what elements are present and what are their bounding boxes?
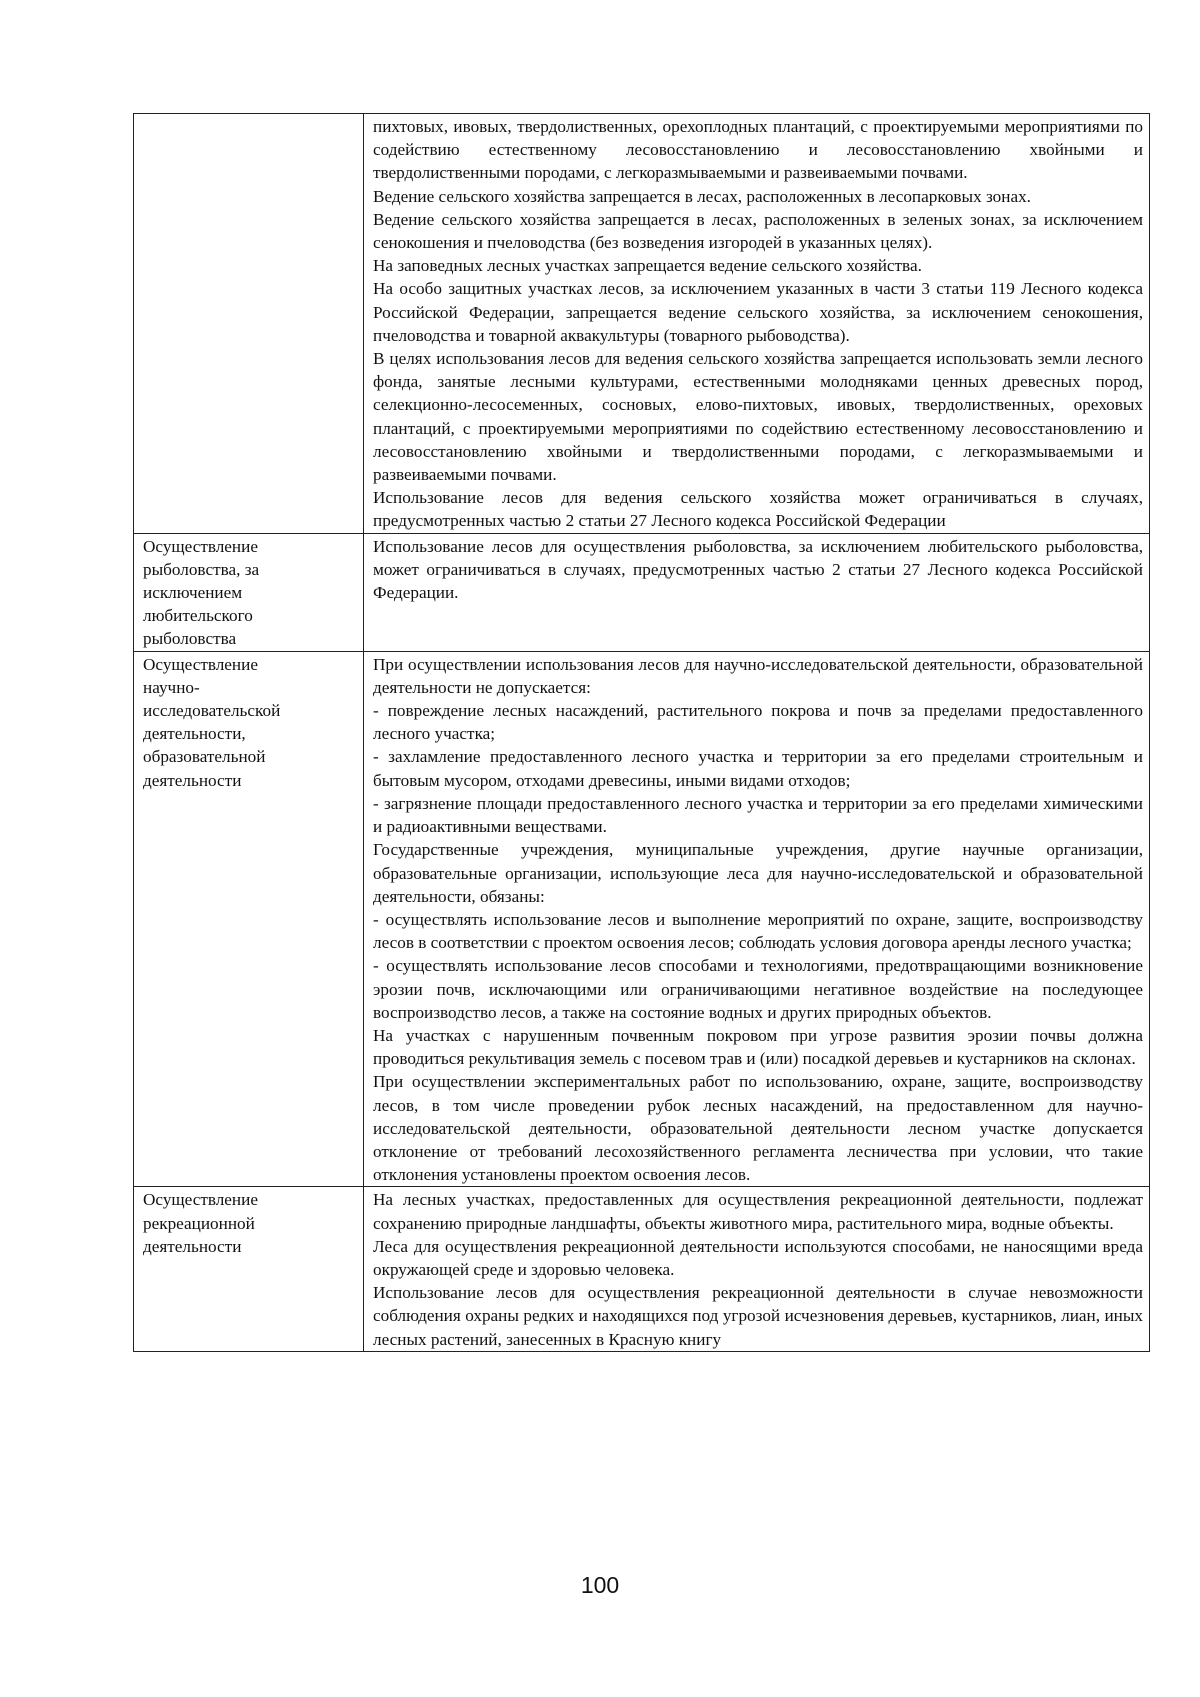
activity-type-line: деятельности xyxy=(143,1236,242,1256)
activity-type-line: исследовательской xyxy=(143,701,281,721)
paragraph: На лесных участках, предоставленных для осуществления рекреационной деятельности, подлежат сохранению природные ландшафты, объекты животного мира, растительного мира, водные объекты. xyxy=(373,1190,1143,1233)
activity-type-cell xyxy=(134,651,364,1187)
table-row xyxy=(134,533,1150,651)
activity-type-line: деятельности, xyxy=(143,724,246,744)
activity-type-line: научно- xyxy=(143,677,200,697)
paragraph: При осуществлении использования лесов для научно-исследовательской деятельности, образовательной деятельности не допускается: xyxy=(373,654,1143,697)
forest-regulation-table xyxy=(133,113,1150,1352)
activity-type-cell xyxy=(134,114,364,534)
paragraph: Леса для осуществления рекреационной деятельности используются способами, не наносящими вреда окружающей среде и здоровью человека. xyxy=(373,1236,1143,1279)
paragraph: пихтовых, ивовых, твердолиственных, орехоплодных плантаций, с проектируемыми мероприятиями по содействию естественному лесовосстановлению и лесовосстановлению хвойными и твердолиственными породами, с легкоразмываемыми и развеиваемыми почвами. xyxy=(373,117,1143,183)
requirements-cell xyxy=(364,1187,1150,1351)
activity-type-line: образовательной xyxy=(143,747,266,767)
table-row xyxy=(134,651,1150,1187)
activity-type-line: Осуществление xyxy=(143,536,258,556)
paragraph: На заповедных лесных участках запрещается ведение сельского хозяйства. xyxy=(373,256,922,276)
table-row xyxy=(134,114,1150,534)
paragraph: Ведение сельского хозяйства запрещается в лесах, расположенных в зеленых зонах, за исключением сенокошения и пчеловодства (без возведения изгородей в указанных целях). xyxy=(373,209,1143,253)
activity-type-line: рыболовства, за xyxy=(143,559,260,579)
paragraph: Использование лесов для ведения сельского хозяйства может ограничиваться в случаях, предусмотренных частью 2 статьи 27 Лесного кодекса Российской Федерации xyxy=(373,488,1143,531)
requirements-cell xyxy=(364,651,1150,1187)
activity-type-cell xyxy=(134,533,364,651)
paragraph: Использование лесов для осуществления рыболовства, за исключением любительского рыболовства, может ограничиваться в случаях, предусмотренных частью 2 статьи 27 Лесного кодекса Российской Федерации. xyxy=(373,536,1143,603)
activity-type-line: исключением xyxy=(143,583,243,603)
paragraph: - захламление предоставленного лесного участка и территории за его пределами строительным и бытовым мусором, отходами древесины, иными видами отходов; xyxy=(373,747,1143,790)
paragraph: В целях использования лесов для ведения сельского хозяйства запрещается использовать земли лесного фонда, занятые лесными культурами, естественными молодняками ценных древесных пород, селекционно-лесосеменных, сосновых, елово-пихтовых, ивовых, твердолиственных, ореховых плантаций, с проектируемыми мероприятиями по содействию естественному лесовосстановлению и лесовосстановлению хвойными и твердолиственными породами, с легкоразмываемыми и развеиваемыми почвами. xyxy=(373,349,1143,485)
paragraph: - осуществлять использование лесов и выполнение мероприятий по охране, защите, воспроизводству лесов в соответствии с проектом освоения лесов; соблюдать условия договора аренды лесного участка; xyxy=(373,909,1143,953)
paragraph: На особо защитных участках лесов, за исключением указанных в части 3 статьи 119 Лесного кодекса Российской Федерации, запрещается ведение сельского хозяйства, за исключением сенокошения, пчеловодства и товарной аквакультуры (товарного рыбоводства). xyxy=(373,279,1143,345)
activity-type-line: рыболовства xyxy=(143,629,237,649)
requirements-cell xyxy=(364,533,1150,651)
paragraph: - загрязнение площади предоставленного лесного участка и территории за его пределами химическими и радиоактивными веществами. xyxy=(373,793,1143,837)
paragraph: Государственные учреждения, муниципальные учреждения, другие научные организации, образовательные организации, использующие леса для научно-исследовательской и образовательной деятельности, обязаны: xyxy=(373,840,1143,906)
paragraph: Ведение сельского хозяйства запрещается в лесах, расположенных в лесопарковых зонах. xyxy=(373,186,1031,206)
paragraph: - повреждение лесных насаждений, растительного покрова и почв за пределами предоставленного лесного участка; xyxy=(373,701,1143,744)
table-row xyxy=(134,1187,1150,1351)
activity-type-line: Осуществление xyxy=(143,1190,258,1210)
paragraph: На участках с нарушенным почвенным покровом при угрозе развития эрозии почвы должна проводиться рекультивация земель с посевом трав и (или) посадкой деревьев и кустарников на склонах. xyxy=(373,1025,1143,1069)
activity-type-line: любительского xyxy=(143,606,253,626)
activity-type-line: рекреационной xyxy=(143,1213,255,1233)
paragraph: Использование лесов для осуществления рекреационной деятельности в случае невозможности соблюдения охраны редких и находящихся под угрозой исчезновения деревьев, кустарников, лиан, иных лесных растений, занесенных в Красную книгу xyxy=(373,1283,1143,1349)
paragraph: При осуществлении экспериментальных работ по использованию, охране, защите, воспроизводству лесов, в том числе проведении рубок лесных насаждений, на предоставленном для научно-исследовательской деятельности, образовательной деятельности лесном участке допускается отклонение от требований лесохозяйственного регламента лесничества при условии, что такие отклонения установлены проектом освоения лесов. xyxy=(373,1072,1143,1185)
table-body xyxy=(134,114,1150,1352)
activity-type-line: деятельности xyxy=(143,770,242,790)
page-number: 100 xyxy=(580,1572,620,1598)
requirements-cell xyxy=(364,114,1150,534)
paragraph: - осуществлять использование лесов способами и технологиями, предотвращающими возникновение эрозии почв, исключающими или ограничивающими негативное воздействие на последующее воспроизводство лесов, а также на состояние водных и других природных объектов. xyxy=(373,956,1143,1022)
activity-type-cell xyxy=(134,1187,364,1351)
activity-type-line: Осуществление xyxy=(143,654,258,674)
